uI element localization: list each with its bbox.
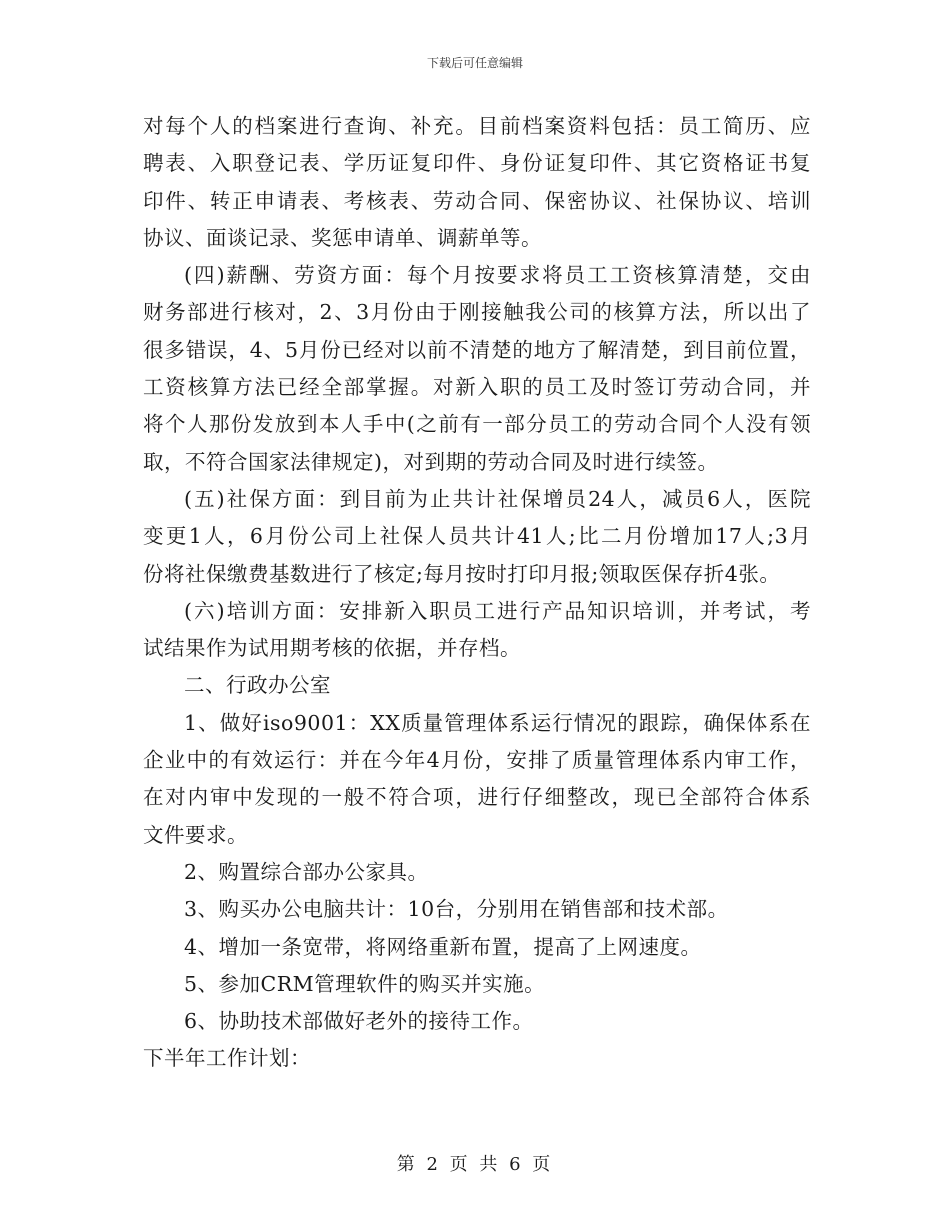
body-line: 企业中的有效运行：并在今年4月份，安排了质量管理体系内审工作， [143, 748, 811, 773]
body-line: 1、做好iso9001：XX质量管理体系运行情况的跟踪，确保体系在 [184, 710, 811, 735]
header-note: 下载后可任意编辑 [426, 56, 523, 70]
body-line: 财务部进行核对，2、3月份由于刚接触我公司的核算方法，所以出了 [143, 300, 811, 325]
list-item: 6、协助技术部做好老外的接待工作。 [184, 1009, 534, 1034]
body-line: 对每个人的档案进行查询、补充。目前档案资料包括：员工简历、应 [143, 114, 811, 138]
page-number: 第 2 页 共 6 页 [396, 1154, 554, 1175]
body-line: 工资核算方法已经全部掌握。对新入职的员工及时签订劳动合同，并 [143, 375, 811, 400]
body-line: 份将社保缴费基数进行了核定;每月按时打印月报;领取医保存折4张。 [143, 561, 781, 586]
body-line: 在对内审中发现的一般不符合项，进行仔细整改，现已全部符合体系 [143, 785, 811, 810]
body-line: 聘表、入职登记表、学历证复印件、身份证复印件、其它资格证书复 [143, 151, 811, 176]
body-line: 变更1人，6月份公司上社保人员共计41人;比二月份增加17人;3月 [143, 524, 811, 549]
body-line: 很多错误，4、5月份已经对以前不清楚的地方了解清楚，到目前位置， [143, 337, 811, 362]
list-item: 2、购置综合部办公家具。 [184, 859, 429, 884]
body-line: (四)薪酬、劳资方面：每个月按要求将员工工资核算清楚，交由 [184, 263, 811, 288]
body-line: 取，不符合国家法律规定)，对到期的劳动合同及时进行续签。 [143, 449, 719, 474]
body-line: 文件要求。 [143, 822, 248, 847]
list-item: 4、增加一条宽带，将网络重新布置，提高了上网速度。 [184, 934, 702, 959]
list-item: 3、购买办公电脑共计：10台，分别用在销售部和技术部。 [184, 897, 729, 922]
body-line: (五)社保方面：到目前为止共计社保增员24人，减员6人，医院 [184, 486, 811, 511]
body-line: 试结果作为试用期考核的依据，并存档。 [143, 636, 521, 661]
body-line: 将个人那份发放到本人手中(之前有一部分员工的劳动合同个人没有领 [143, 412, 811, 437]
body-line: 协议、面谈记录、奖惩申请单、调薪单等。 [143, 225, 542, 250]
section-heading: 二、行政办公室 [184, 673, 331, 698]
list-item: 5、参加CRM管理软件的购买并实施。 [184, 971, 546, 996]
section-heading: 下半年工作计划： [143, 1046, 311, 1071]
body-line: 印件、转正申请表、考核表、劳动合同、保密协议、社保协议、培训 [143, 188, 811, 213]
document-body [143, 108, 811, 1078]
body-line: (六)培训方面：安排新入职员工进行产品知识培训，并考试，考 [184, 598, 811, 623]
